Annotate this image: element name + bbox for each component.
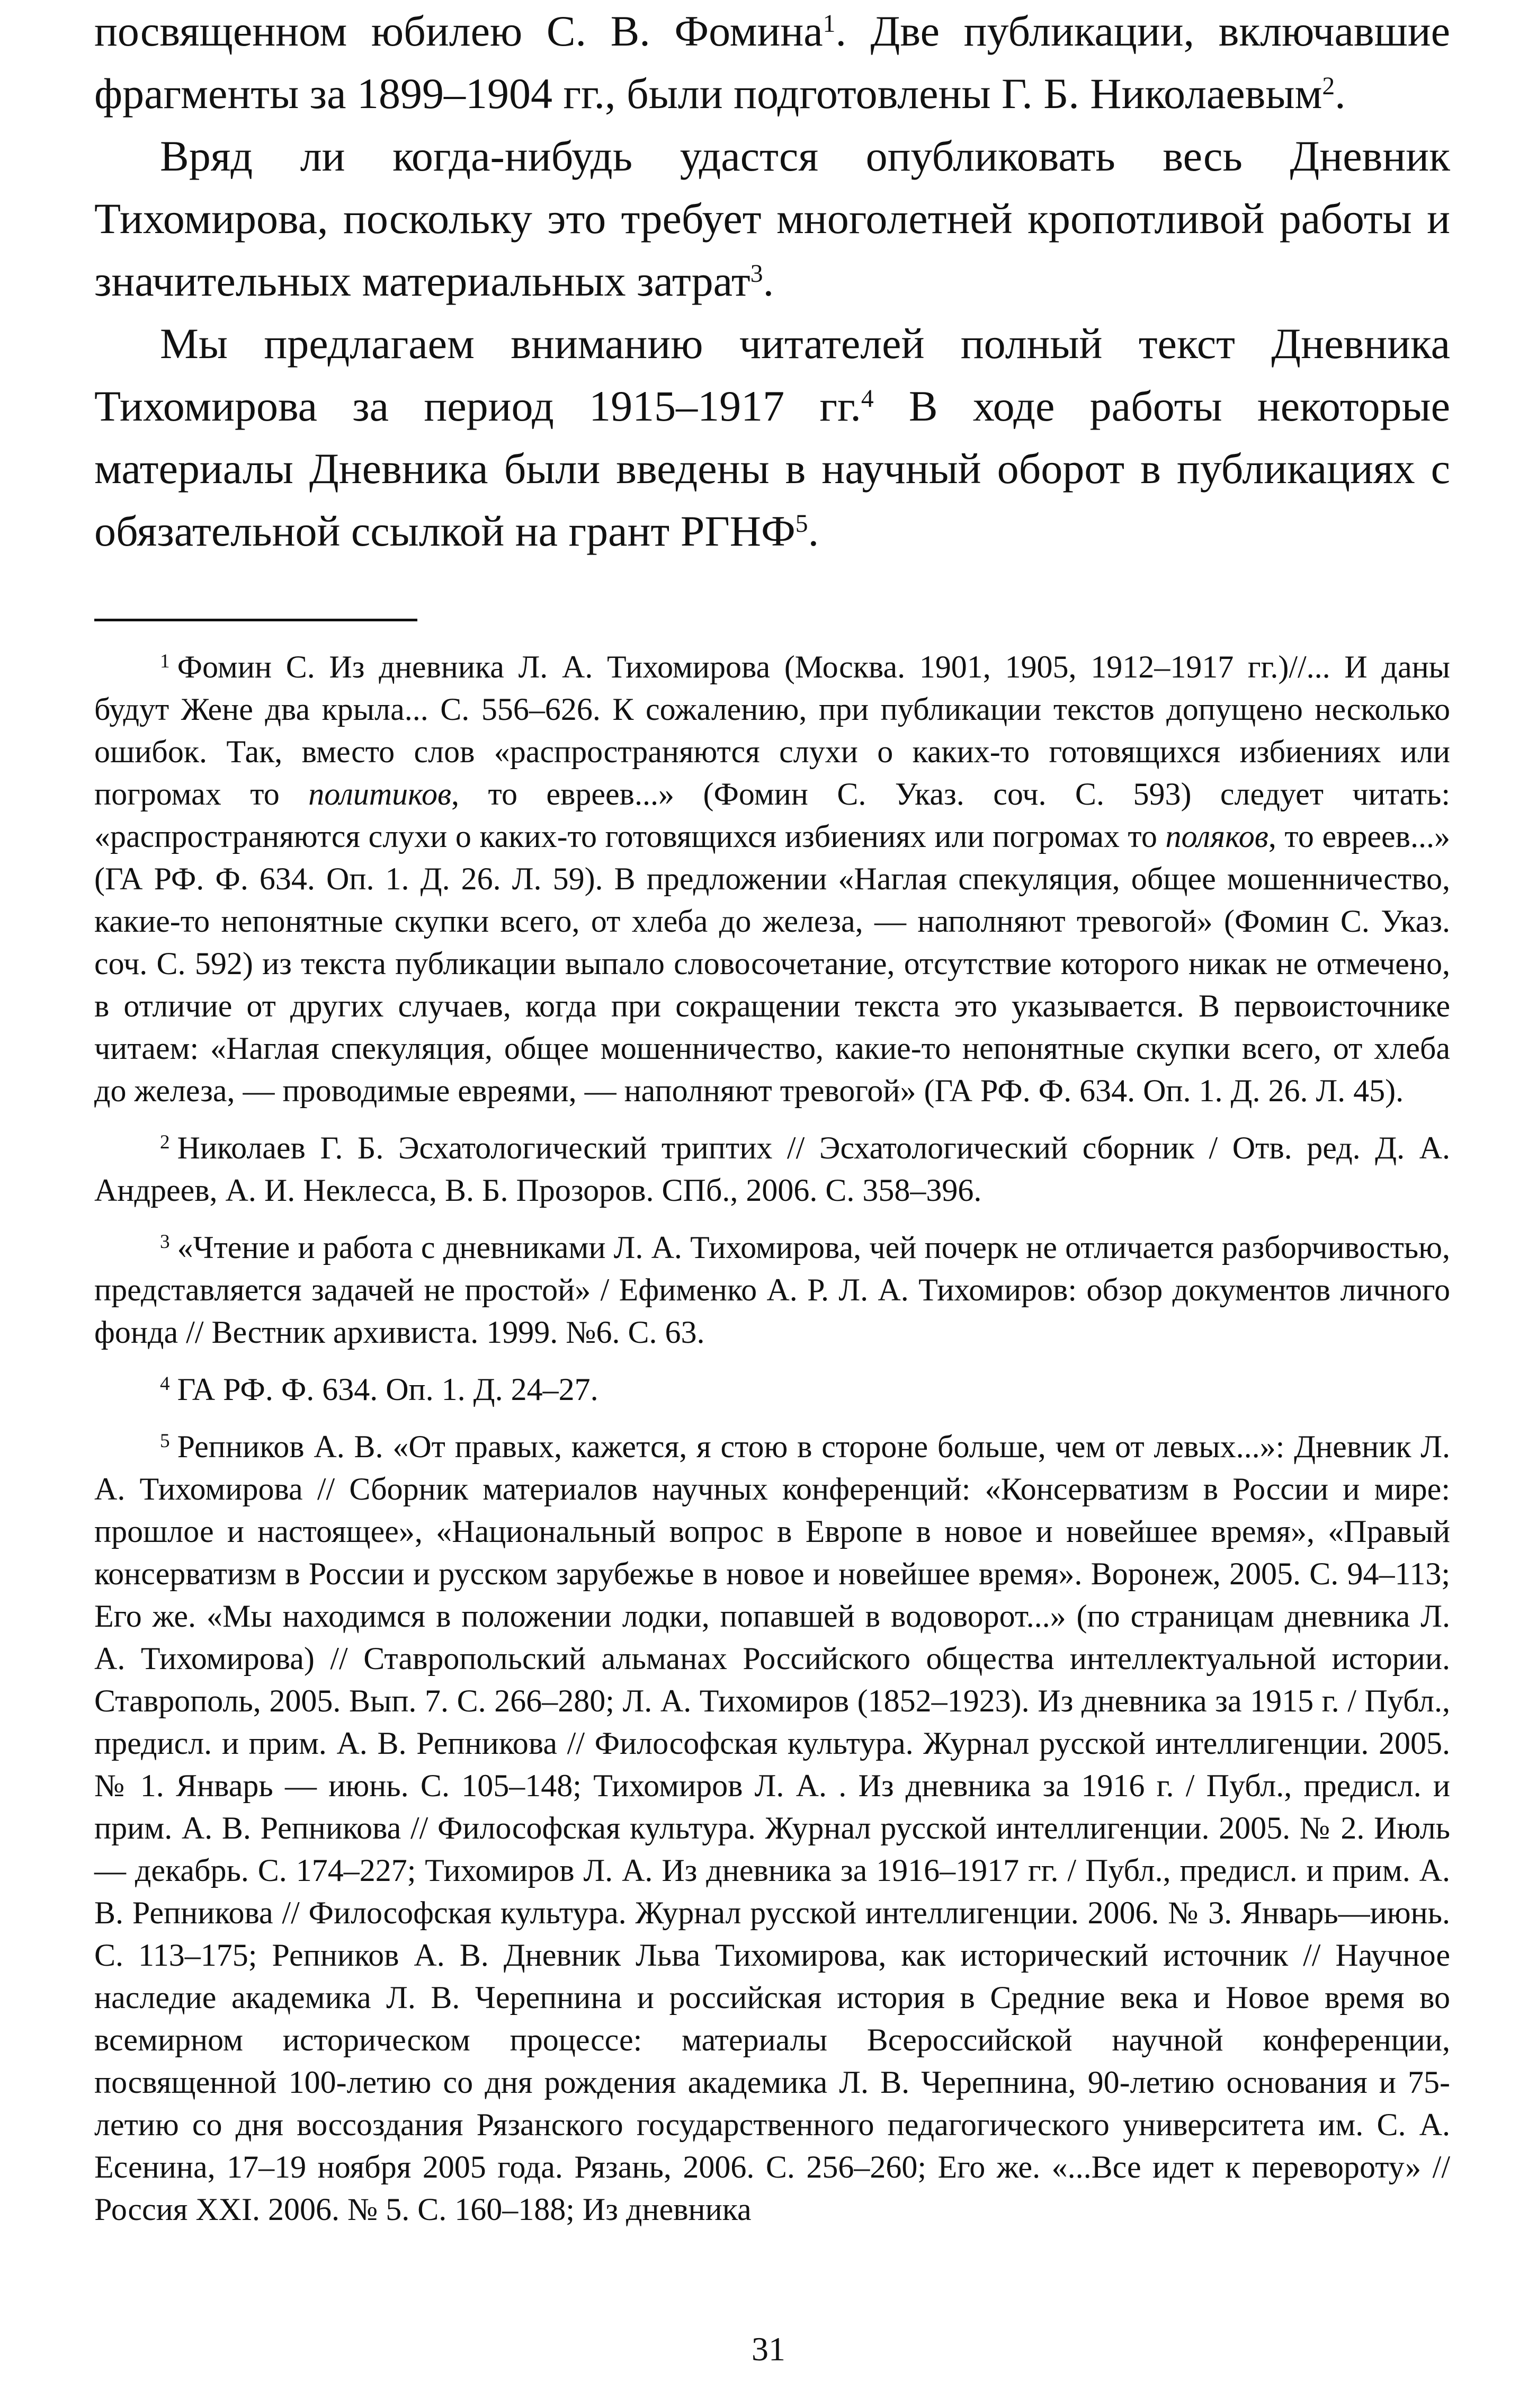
footnote-3-number: 3 xyxy=(160,1231,170,1253)
footnote-1-text-b: , то евреев...» (Фомин С. Указ. соч. С. 593) следует читать: «распространяются слухи о каких-то готовящихся избиениях или погромах то xyxy=(94,777,1450,854)
footnote-2 xyxy=(94,1127,1450,1211)
paragraph-3-text-b: В ходе работы некоторые материалы Дневника были введены в научный оборот в публикациях с обязательной ссылкой на грант РГНФ xyxy=(94,382,1450,555)
footnote-1-text-a: Фомин С. Из дневника Л. А. Тихомирова (Москва. 1901, 1905, 1912–1917 гг.)//... И даны будут Жене два крыла... С. 556–626. К сожалению, при публикации текстов допущено несколько ошибок. Так, вместо слов «распространяются слухи о каких-то готовящихся избиениях или погромах то xyxy=(94,649,1450,811)
footnote-ref-5[interactable]: 5 xyxy=(795,510,808,538)
paragraph-2 xyxy=(94,125,1450,313)
footnote-5 xyxy=(94,1425,1450,2231)
footnote-1-text-c: , то евреев...» (ГА РФ. Ф. 634. Оп. 1. Д. 26. Л. 59). В предложении «Наглая спекуляция, общее мошенничество, какие-то непонятные скупки всего, от хлеба до железа, — наполняют тревогой» (Фомин С. Указ. соч. С. 592) из текста публикации выпало словосочетание, отсутствие которого никак не отмечено, в отличие от других случаев, когда при сокращении текста это указывается. В первоисточнике читаем: «Наглая спекуляция, общее мошенничество, какие-то непонятные скупки всего, от хлеба до железа, — проводимые евреями, — наполняют тревогой» (ГА РФ. Ф. 634. Оп. 1. Д. 26. Л. 45). xyxy=(94,819,1450,1108)
paragraph-1-text-c: . xyxy=(1335,69,1346,118)
footnote-2-number: 2 xyxy=(160,1131,170,1154)
paragraph-2-text-b: . xyxy=(763,257,774,305)
main-text xyxy=(94,0,1450,563)
paragraph-2-text-a: Вряд ли когда-нибудь удастся опубликовать весь Дневник Тихомирова, поскольку это требует многолетней кропотливой работы и значительных материальных затрат xyxy=(94,132,1450,305)
footnote-1-italic-2: поляков xyxy=(1165,819,1268,854)
page-number: 31 xyxy=(752,2330,785,2368)
paragraph-3-text-a: Мы предлагаем вниманию читателей полный текст Дневника Тихомирова за период 1915–1917 гг. xyxy=(94,319,1450,430)
footnote-ref-2[interactable]: 2 xyxy=(1322,72,1335,100)
footnote-4 xyxy=(94,1368,1450,1411)
paragraph-1-text-b: . Две публикации, включавшие фрагменты за 1899–1904 гг., были подготовлены Г. Б. Николаевым xyxy=(94,7,1450,118)
paragraph-3-text-c: . xyxy=(808,507,819,555)
footnote-4-text: ГА РФ. Ф. 634. Оп. 1. Д. 24–27. xyxy=(177,1372,598,1407)
footnote-3-text: «Чтение и работа с дневниками Л. А. Тихомирова, чей почерк не отличается разборчивостью, представляется задачей не простой» / Ефименко А. Р. Л. А. Тихомиров: обзор документов личного фонда // Вестник архивиста. 1999. №6. С. 63. xyxy=(94,1230,1450,1350)
paragraph-1-text-a: посвященном юбилею С. В. Фомина xyxy=(94,7,823,55)
page-content xyxy=(94,0,1450,2245)
footnote-separator xyxy=(94,619,417,621)
footnote-2-text: Николаев Г. Б. Эсхатологический триптих // Эсхатологический сборник / Отв. ред. Д. А. Андреев, А. И. Неклесса, В. Б. Прозоров. СПб., 2006. С. 358–396. xyxy=(94,1130,1450,1208)
footnote-5-text: Репников А. В. «От правых, кажется, я стою в стороне больше, чем от левых...»: Дневник Л. А. Тихомирова // Сборник материалов научных конференций: «Консерватизм в России и мире: прошлое и настоящее», «Национальный вопрос в Европе в новое и новейшее время», «Правый консерватизм в России и русском зарубежье в новое и новейшее время». Воронеж, 2005. С. 94–113; Его же. «Мы находимся в положении лодки, попавшей в водоворот...» (по страницам дневника Л. А. Тихомирова) // Ставропольский альманах Российского общества интеллектуальной истории. Ставрополь, 2005. Вып. 7. С. 266–280; Л. А. Тихомиров (1852–1923). Из дневника за 1915 г. / Публ., предисл. и прим. А. В. Репникова // Философская культура. Журнал русской интеллигенции. 2005. № 1. Январь — июнь. С. 105–148; Тихомиров Л. А. . Из дневника за 1916 г. / Публ., предисл. и прим. А. В. Репникова // Философская культура. Журнал русской интеллигенции. 2005. № 2. Июль — декабрь. С. 174–227; Тихомиров Л. А. Из дневника за 1916–1917 гг. / Публ., предисл. и прим. А. В. Репникова // Философская культура. Журнал русской интеллигенции. 2006. № 3. Январь—июнь. С. 113–175; Репников А. В. Дневник Льва Тихомирова, как исторический источник // Научное наследие академика Л. В. Черепнина и российская история в Средние века и Новое время во всемирном историческом процессе: материалы Всероссийской научной конференции, посвященной 100-летию со дня рождения академика Л. В. Черепнина, 90-летию основания и 75-летию со дня воссоздания Рязанского государственного педагогического университета им. С. А. Есенина, 17–19 ноября 2005 года. Рязань, 2006. С. 256–260; Его же. «...Все идет к перевороту» // Россия XXI. 2006. № 5. С. 160–188; Из дневника xyxy=(94,1429,1450,2227)
footnote-1-number: 1 xyxy=(160,650,170,673)
footnote-1-italic-1: политиков xyxy=(308,777,452,811)
paragraph-1 xyxy=(94,0,1450,125)
footnote-ref-1[interactable]: 1 xyxy=(823,10,836,38)
footnotes xyxy=(94,646,1450,2231)
footnote-5-number: 5 xyxy=(160,1430,170,1452)
footnote-ref-3[interactable]: 3 xyxy=(750,260,763,288)
footnote-ref-4[interactable]: 4 xyxy=(861,385,874,413)
paragraph-3 xyxy=(94,313,1450,563)
footnote-3 xyxy=(94,1226,1450,1353)
footnote-1 xyxy=(94,646,1450,1112)
footnote-4-number: 4 xyxy=(160,1373,170,1395)
